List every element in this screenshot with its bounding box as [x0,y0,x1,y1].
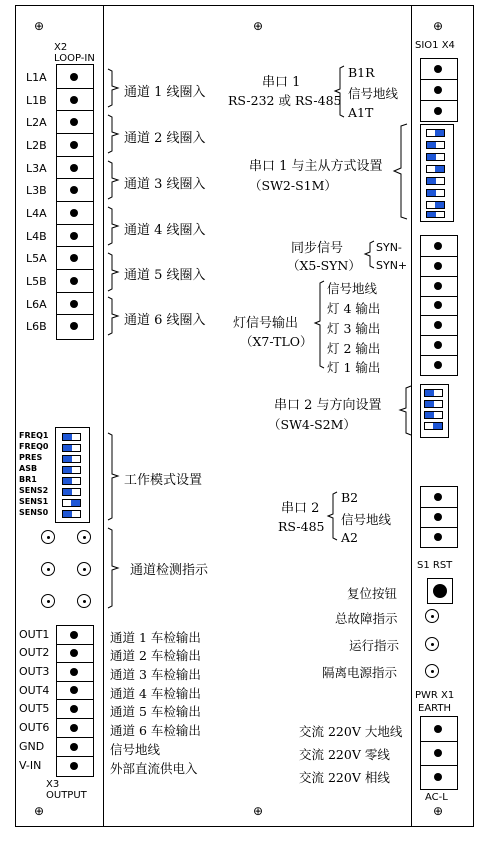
mode-switch-label: PRES [19,453,43,462]
loop-label: 通道 2 线圈入 [124,131,206,146]
sio-header: SIO1 X4 [415,40,455,51]
loop-terminal-label: L1A [26,71,47,84]
output-terminal-label: OUT3 [19,665,50,678]
serial1-pin: A1T [348,105,374,120]
mode-switch-label: FREQ0 [19,442,49,451]
loop-terminal-label: L4B [26,230,47,243]
output-terminal-label: OUT4 [19,684,50,697]
output-label: 通道 5 车检输出 [110,704,201,719]
iso-label: 隔离电源指示 [322,665,398,680]
lamp-pin: 灯 2 输出 [327,341,381,356]
reset-label: 复位按钮 [347,586,398,601]
loop-label: 通道 5 线圈入 [124,268,206,283]
output-label: 通道 2 车检输出 [110,648,201,663]
mount-hole-icon: ⊕ [253,19,264,33]
serial2-pin: B2 [341,490,359,505]
lamp-pin: 信号地线 [327,281,378,296]
pwr-sub: EARTH [418,703,452,714]
output-label: 通道 4 车检输出 [110,686,201,701]
x2-sub: LOOP-IN [54,53,95,64]
loop-terminal-label: L5A [26,252,47,265]
output-terminal-label: GND [19,740,45,753]
pwr-header: PWR X1 [415,690,455,701]
mode-switch-label: SENS1 [19,497,49,506]
fault-label: 总故障指示 [335,611,398,626]
lamp-sub: （X7-TLO） [240,334,313,349]
sw4-title: 串口 2 与方向设置 [274,398,382,413]
output-label: 通道 1 车检输出 [110,630,201,645]
mode-switch-label: BR1 [19,475,37,484]
loop-label: 通道 1 线圈入 [124,85,206,100]
loop-terminal-label: L2A [26,116,47,129]
loop-label: 通道 6 线圈入 [124,313,206,328]
sync-title: 同步信号 [291,241,344,256]
mount-hole-icon: ⊕ [34,19,45,33]
loop-label: 通道 4 线圈入 [124,223,206,238]
serial2-pin: A2 [341,530,358,545]
mode-switch-label: SENS0 [19,508,49,517]
x3-header: X3 [46,779,60,790]
loop-terminal-label: L5B [26,275,47,288]
loop-terminal-label: L3A [26,162,47,175]
sync-sub: （X5-SYN） [287,258,361,273]
lamp-pin: 灯 1 输出 [327,360,381,375]
output-terminal-label: OUT5 [19,702,50,715]
sync-pin: SYN- [376,241,402,254]
ac-label: 交流 220V 零线 [299,747,390,762]
lamp-title: 灯信号输出 [233,316,299,331]
output-terminal-label: OUT6 [19,721,50,734]
output-label: 通道 3 车检输出 [110,667,201,682]
x3-sub: OUTPUT [46,790,87,801]
loop-label: 通道 3 线圈入 [124,177,206,192]
loop-terminal-label: L4A [26,207,47,220]
mount-hole-icon: ⊕ [433,804,444,818]
serial2-sub: RS-485 [278,519,325,534]
serial1-pin: 信号地线 [348,86,399,101]
mount-hole-icon: ⊕ [433,19,444,33]
detect-label: 通道检测指示 [130,563,209,578]
loop-terminal-label: L1B [26,94,47,107]
run-label: 运行指示 [349,638,400,653]
rst-label: S1 RST [417,560,453,571]
ac-footer: AC-L [425,792,448,803]
sw4-sub: （SW4-S2M） [268,417,356,432]
output-label: 通道 6 车检输出 [110,723,201,738]
mode-switch-label: FREQ1 [19,431,49,440]
serial1-pin: B1R [348,65,375,80]
serial2-pin: 信号地线 [341,512,392,527]
ac-label: 交流 220V 大地线 [299,724,403,739]
sync-pin: SYN+ [376,259,408,272]
mount-hole-icon: ⊕ [34,804,45,818]
output-terminal-label: V-IN [19,759,42,772]
serial2-title: 串口 2 [281,501,320,516]
loop-terminal-label: L2B [26,139,47,152]
mode-switch-label: ASB [19,464,38,473]
loop-terminal-label: L6B [26,320,47,333]
ac-label: 交流 220V 相线 [299,770,390,785]
loop-terminal-label: L6A [26,298,47,311]
output-terminal-label: OUT2 [19,646,50,659]
serial1-sub: RS-232 或 RS-485 [228,93,342,108]
mount-hole-icon: ⊕ [253,804,264,818]
lamp-pin: 灯 4 输出 [327,301,381,316]
lamp-pin: 灯 3 输出 [327,321,381,336]
mode-switch-label: SENS2 [19,486,49,495]
serial1-title: 串口 1 [262,75,301,90]
output-label: 信号地线 [110,742,161,757]
loop-terminal-label: L3B [26,184,47,197]
sw2-title: 串口 1 与主从方式设置 [249,159,383,174]
output-terminal-label: OUT1 [19,628,50,641]
sw2-sub: （SW2-S1M） [249,178,337,193]
x2-header: X2 [54,42,68,53]
output-label: 外部直流供电入 [110,761,198,776]
mode-label: 工作模式设置 [124,473,203,488]
